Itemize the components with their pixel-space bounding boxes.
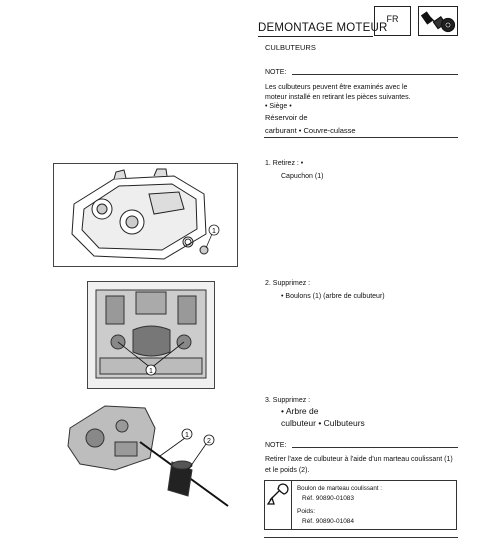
callout-1: 1: [185, 432, 189, 439]
tool-ref: Réf. 90890-01083: [302, 495, 355, 502]
header-underline: [258, 36, 373, 37]
tool-ref: Réf. 90890-01084: [302, 518, 355, 525]
note-text-line: Réservoir de: [265, 113, 308, 122]
note-text-line: Retirer l'axe de culbuteur à l'aide d'un marteau coulissant (1): [265, 456, 453, 463]
section-title: CULBUTEURS: [265, 43, 316, 52]
figure-sliding-hammer: [60, 398, 235, 516]
note-text-line: moteur installé en retirant les pièces suivantes.: [265, 94, 411, 101]
callout-1: 1: [212, 228, 216, 235]
tool-name: Boulon de marteau coulissant :: [297, 485, 382, 492]
note-text-line: et le poids (2).: [265, 467, 310, 474]
step-3-title: 3. Supprimez :: [265, 397, 311, 404]
note-rule: [292, 447, 458, 448]
language-badge: FR: [374, 6, 411, 36]
step-3-item: culbuteur • Culbuteurs: [281, 418, 365, 428]
engine-disassembly-icon: [418, 6, 458, 36]
callout-1: 1: [149, 368, 153, 375]
note-label: NOTE:: [265, 442, 287, 449]
page-title: DEMONTAGE MOTEUR: [258, 22, 388, 34]
step-2-title: 2. Supprimez :: [265, 280, 311, 287]
figure-cylinder-head-cover: [53, 163, 238, 267]
note-rule: [292, 74, 458, 75]
wrench-icon: [264, 480, 292, 530]
page-bottom-rule: [264, 537, 458, 538]
step-3-item: • Arbre de: [281, 406, 319, 416]
note-text-line: Les culbuteurs peuvent être examinés avec le: [265, 84, 408, 91]
figure-rocker-arm-bolts: [87, 281, 215, 389]
step-1-title: 1. Retirez : •: [265, 160, 304, 167]
note-label: NOTE:: [265, 69, 287, 76]
callout-2: 2: [207, 438, 211, 445]
step-2-item: • Boulons (1) (arbre de culbuteur): [281, 293, 385, 300]
note-text-line: carburant • Couvre-culasse: [265, 126, 356, 135]
step-1-item: Capuchon (1): [281, 173, 324, 180]
tool-name: Poids:: [297, 508, 316, 515]
note-end-rule: [264, 137, 458, 138]
note-text-line: • Siège •: [265, 103, 292, 110]
